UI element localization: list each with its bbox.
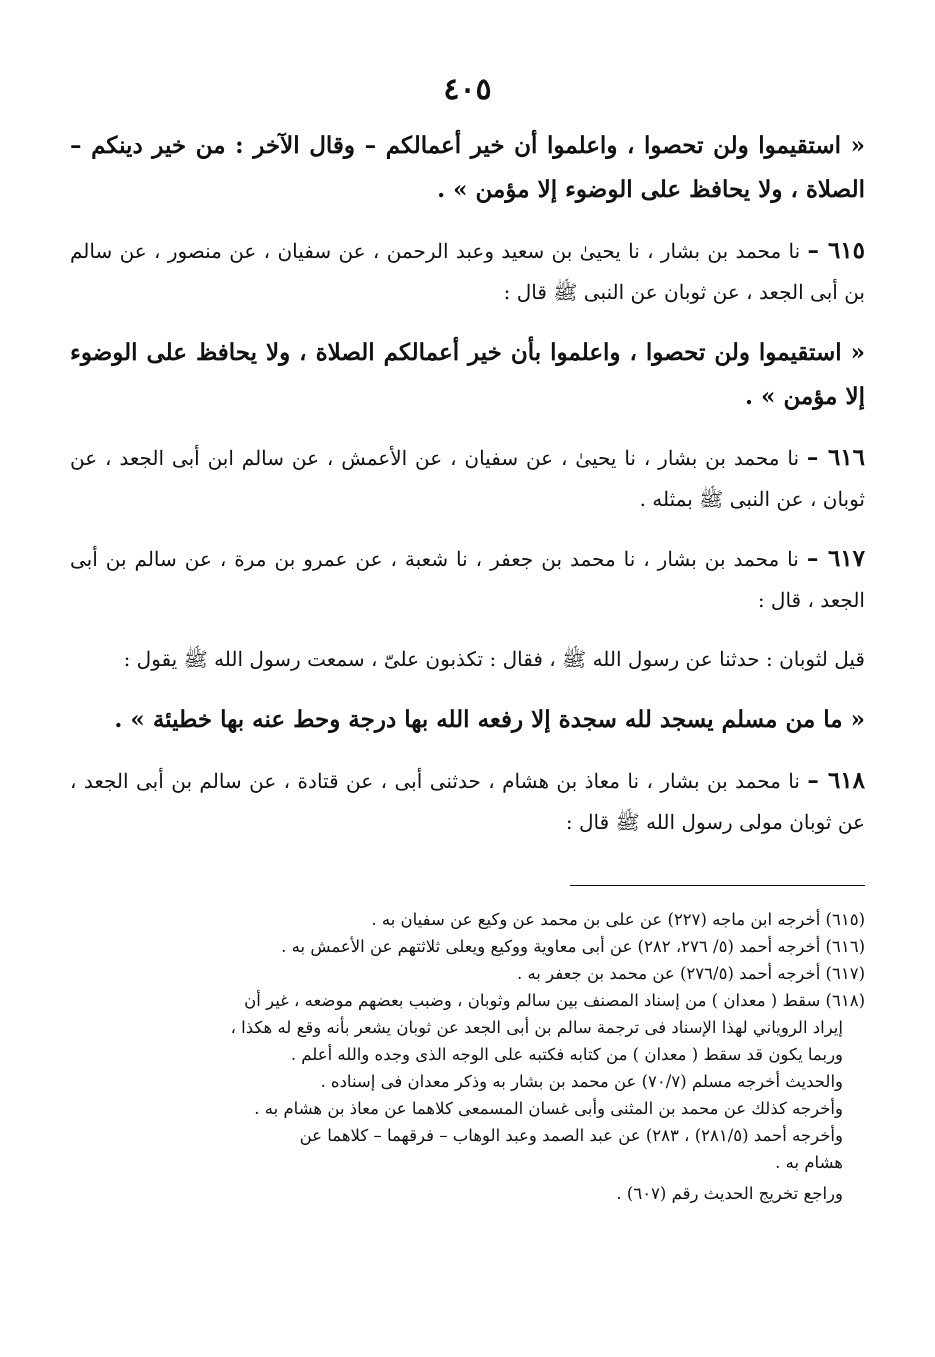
- hadith-number: ٦١٦ –: [806, 444, 865, 471]
- footnote-618: (٦١٨) سقط ( معدان ) من إسناد المصنف بين سالم وثوبان ، وضبب بعضهم موضعه ، غير أن: [244, 991, 865, 1010]
- footnote-615: (٦١٥) أخرجه ابن ماجه (٢٢٧) عن على بن محمد عن وكيع عن سفيان به .: [371, 910, 865, 929]
- hadith-615-text: « استقيموا ولن تحصوا ، واعلموا بأن خير أعمالكم الصلاة ، ولا يحافظ على الوضوء إلا مؤمن » .: [70, 339, 865, 410]
- hadith-617-text: « ما من مسلم يسجد لله سجدة إلا رفعه الله بها درجة وحط عنه بها خطيئة » .: [114, 706, 865, 733]
- page-number: ٤٠٥: [443, 72, 492, 107]
- footnote-618-line: والحديث أخرجه مسلم (٧٠/٧) عن محمد بن بشار به وذكر معدان فى إسناده .: [320, 1072, 843, 1091]
- footnote-618-line: وربما يكون قد سقط ( معدان ) من كتابه فكتبه على الوجه الذى وجده والله أعلم .: [290, 1045, 843, 1064]
- isnad-text: نا محمد بن بشار ، نا معاذ بن هشام ، حدثنى أبى ، عن قتادة ، عن سالم بن أبى الجعد ، عن ثوبان مولى رسول الله ﷺ قال :: [70, 769, 865, 834]
- footnote-618-line: هشام به .: [775, 1153, 843, 1172]
- footnote-617: (٦١٧) أخرجه أحمد (٢٧٦/٥) عن محمد بن جعفر به .: [516, 964, 865, 983]
- footnote-separator: [570, 885, 865, 886]
- hadith-number: ٦١٧ –: [806, 545, 866, 572]
- footnote-618-line: وأخرجه أحمد (٢٨١/٥) ، ٢٨٣) عن عبد الصمد وعبد الوهاب – فرقهما – كلاهما عن: [299, 1126, 843, 1145]
- footnote-618-line: وراجع تخريج الحديث رقم (٦٠٧) .: [616, 1184, 843, 1203]
- footnotes: [66, 906, 865, 1207]
- hadith-617-story: قيل لثوبان : حدثنا عن رسول الله ﷺ ، فقال : تكذبون علىّ ، سمعت رسول الله ﷺ يقول :: [123, 647, 865, 671]
- footnote-618-line: وأخرجه كذلك عن محمد بن المثنى وأبى غسان المسمعى كلاهما عن معاذ بن هشام به .: [254, 1099, 843, 1118]
- hadith-number: ٦١٥ –: [807, 237, 865, 264]
- isnad-text: نا محمد بن بشار ، نا يحيىٰ بن سعيد وعبد الرحمن ، عن سفيان ، عن منصور ، عن سالم بن أبى الجعد ، عن ثوبان عن النبى ﷺ قال :: [70, 239, 865, 304]
- hadith-616-isnad: [70, 437, 865, 520]
- hadith-614-ending: « استقيموا ولن تحصوا ، واعلموا أن خير أعمالكم – وقال الآخر : من خير دينكم – الصلاة ، ولا يحافظ على الوضوء إلا مؤمن » .: [70, 132, 865, 203]
- hadith-618-isnad: [70, 760, 865, 843]
- isnad-text: نا محمد بن بشار ، نا محمد بن جعفر ، نا شعبة ، عن عمرو بن مرة ، عن سالم بن أبى الجعد ، قال :: [70, 547, 865, 612]
- hadith-615-isnad: [70, 230, 865, 313]
- footnote-618-line: إيراد الروياني لهذا الإسناد فى ترجمة سالم بن أبى الجعد عن ثوبان يشعر بأنه وقع له هكذا ،: [230, 1018, 843, 1037]
- isnad-text: نا محمد بن بشار ، نا يحيىٰ ، عن سفيان ، عن الأعمش ، عن سالم ابن أبى الجعد ، عن ثوبان ، عن النبى ﷺ بمثله .: [70, 446, 865, 511]
- hadith-number: ٦١٨ –: [807, 767, 865, 794]
- hadith-617-isnad: [70, 538, 865, 621]
- footnote-616: (٦١٦) أخرجه أحمد (٥/ ٢٧٦، ٢٨٢) عن أبى معاوية ووكيع ويعلى ثلاثتهم عن الأعمش به .: [281, 937, 865, 956]
